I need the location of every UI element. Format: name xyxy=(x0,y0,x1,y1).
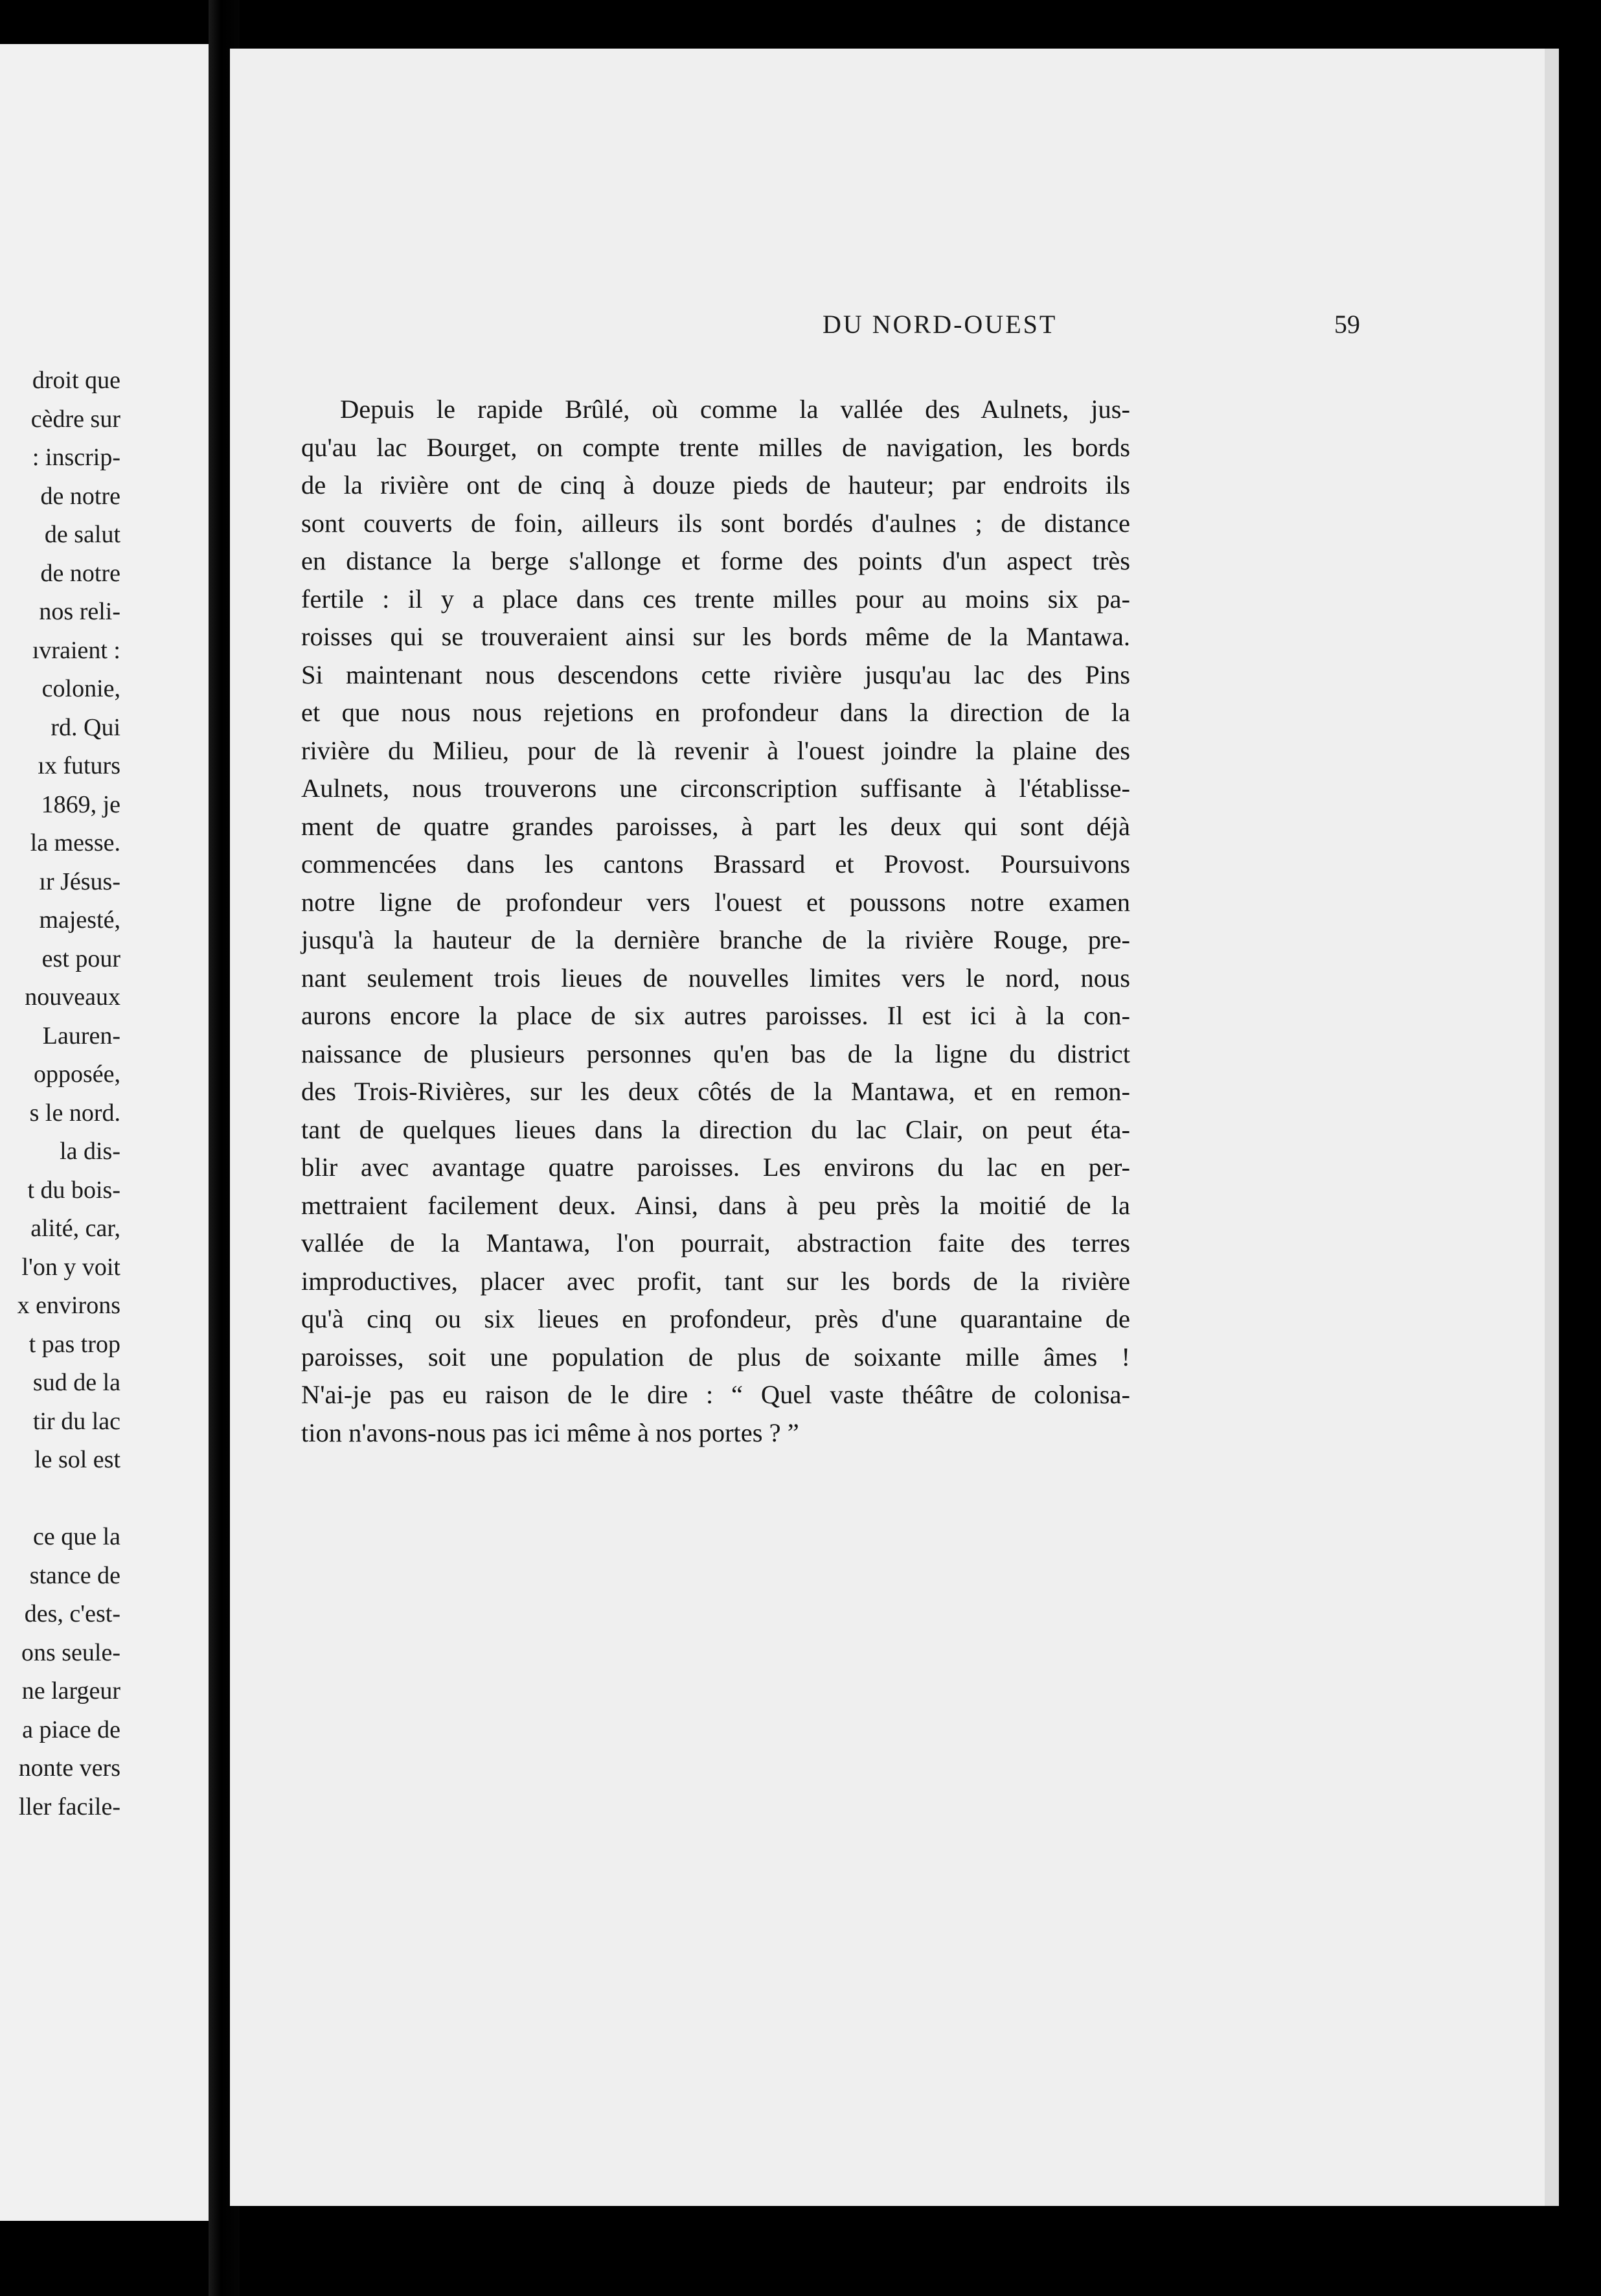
text-line: vallée de la Mantawa, l'on pourrait, abstraction faite des terres xyxy=(301,1228,1130,1257)
previous-page-line: la messe. xyxy=(30,829,120,856)
previous-page-line: nos reli- xyxy=(39,598,120,625)
previous-page-line: de notre xyxy=(40,482,120,510)
previous-page-text xyxy=(0,362,120,1826)
previous-page-line xyxy=(0,1480,120,1519)
text-line: naissance de plusieurs personnes qu'en bas de la ligne du district xyxy=(301,1039,1130,1068)
text-line: commencées dans les cantons Brassard et Provost. Poursuivons xyxy=(301,849,1130,878)
previous-page-line: cèdre sur xyxy=(30,405,120,433)
previous-page-line: le sol est xyxy=(34,1446,120,1473)
previous-page-line: sud de la xyxy=(32,1369,120,1396)
page-header-title: DU NORD-OUEST xyxy=(823,310,1058,339)
previous-page-line: des, c'est- xyxy=(24,1600,120,1627)
previous-page-line: de salut xyxy=(44,521,120,548)
previous-page-line: l'on y voit xyxy=(21,1253,120,1281)
previous-page-line: rd. Qui xyxy=(51,713,120,741)
page-edge xyxy=(1545,49,1559,2206)
text-line: rivière du Milieu, pour de là revenir à l'ouest joindre la plaine des xyxy=(301,735,1130,765)
previous-page-line: ne largeur xyxy=(21,1677,120,1705)
previous-page-line: droit que xyxy=(32,367,120,394)
previous-page-fragment xyxy=(0,44,209,2221)
text-line: qu'au lac Bourget, on compte trente milles de navigation, les bords xyxy=(301,432,1130,462)
text-line: tant de quelques lieues dans la direction du lac Clair, on peut éta- xyxy=(301,1114,1130,1144)
text-line: Si maintenant nous descendons cette rivière jusqu'au lac des Pins xyxy=(301,660,1130,689)
previous-page-line: ır Jésus- xyxy=(39,867,120,895)
running-head xyxy=(593,309,1370,354)
previous-page-line: a piace de xyxy=(22,1716,120,1743)
previous-page-line: nonte vers xyxy=(18,1754,120,1782)
previous-page-line: ıx futurs xyxy=(38,752,120,779)
text-line: ment de quatre grandes paroisses, à part les deux qui sont déjà xyxy=(301,811,1130,841)
previous-page-line: stance de xyxy=(29,1561,120,1589)
previous-page-line: est pour xyxy=(41,945,120,972)
previous-page-line: nouveaux xyxy=(25,983,120,1011)
previous-page-line: x environs xyxy=(17,1292,120,1319)
text-line: blir avec avantage quatre paroisses. Les environs du lac en per- xyxy=(301,1153,1130,1182)
previous-page-line: ce que la xyxy=(32,1523,120,1550)
previous-page-line: ons seule- xyxy=(21,1638,120,1666)
text-line: aurons encore la place de six autres paroisses. Il est ici à la con- xyxy=(301,1001,1130,1030)
text-line: improductives, placer avec profit, tant sur les bords de la rivière xyxy=(301,1266,1130,1296)
page-body-text xyxy=(301,391,1130,1452)
previous-page-line: 1869, je xyxy=(41,790,120,818)
text-line: qu'à cinq ou six lieues en profondeur, près d'une quarantaine de xyxy=(301,1304,1130,1333)
text-line: et que nous nous rejetions en profondeur dans la direction de la xyxy=(301,698,1130,727)
previous-page-line: ıvraient : xyxy=(32,636,120,664)
previous-page-line: : inscrip- xyxy=(32,444,120,471)
text-line: fertile : il y a place dans ces trente milles pour au moins six pa- xyxy=(301,584,1130,614)
text-line: sont couverts de foin, ailleurs ils sont bordés d'aulnes ; de distance xyxy=(301,508,1130,538)
text-line: Aulnets, nous trouverons une circonscription suffisante à l'établisse- xyxy=(301,774,1130,803)
previous-page-line: t pas trop xyxy=(28,1330,120,1358)
text-line: de la rivière ont de cinq à douze pieds de hauteur; par endroits ils xyxy=(301,470,1130,499)
text-line: paroisses, soit une population de plus de soixante mille âmes ! xyxy=(301,1342,1130,1372)
text-line: roisses qui se trouveraient ainsi sur les bords même de la Mantawa. xyxy=(301,622,1130,651)
previous-page-line: de notre xyxy=(40,559,120,587)
previous-page-line: ller facile- xyxy=(18,1793,120,1820)
text-line: N'ai-je pas eu raison de le dire : “ Quel vaste théâtre de colonisa- xyxy=(301,1380,1130,1409)
text-line: nant seulement trois lieues de nouvelles limites vers le nord, nous xyxy=(301,963,1130,993)
previous-page-line: tir du lac xyxy=(32,1407,120,1435)
text-line: mettraient facilement deux. Ainsi, dans à peu près la moitié de la xyxy=(301,1190,1130,1220)
text-line: Depuis le rapide Brûlé, où comme la vallée des Aulnets, jus- xyxy=(340,395,1130,424)
previous-page-line: majesté, xyxy=(39,906,120,934)
previous-page-line: t du bois- xyxy=(27,1176,120,1204)
page-number: 59 xyxy=(1334,310,1360,339)
previous-page-line: la dis- xyxy=(60,1138,120,1165)
previous-page-line: opposée, xyxy=(33,1061,120,1088)
text-line: des Trois-Rivières, sur les deux côtés de la Mantawa, et en remon- xyxy=(301,1077,1130,1106)
previous-page-line: s le nord. xyxy=(29,1099,120,1127)
previous-page-line: alité, car, xyxy=(30,1215,120,1242)
text-line: notre ligne de profondeur vers l'ouest et poussons notre examen xyxy=(301,887,1130,917)
text-line: tion n'avons-nous pas ici même à nos portes ? ” xyxy=(301,1418,799,1447)
previous-page-line: Lauren- xyxy=(42,1022,120,1050)
text-line: en distance la berge s'allonge et forme des points d'un aspect très xyxy=(301,546,1130,575)
previous-page-line: colonie, xyxy=(41,675,120,702)
text-line: jusqu'à la hauteur de la dernière branche de la rivière Rouge, pre- xyxy=(301,925,1130,954)
current-page xyxy=(230,49,1545,2206)
